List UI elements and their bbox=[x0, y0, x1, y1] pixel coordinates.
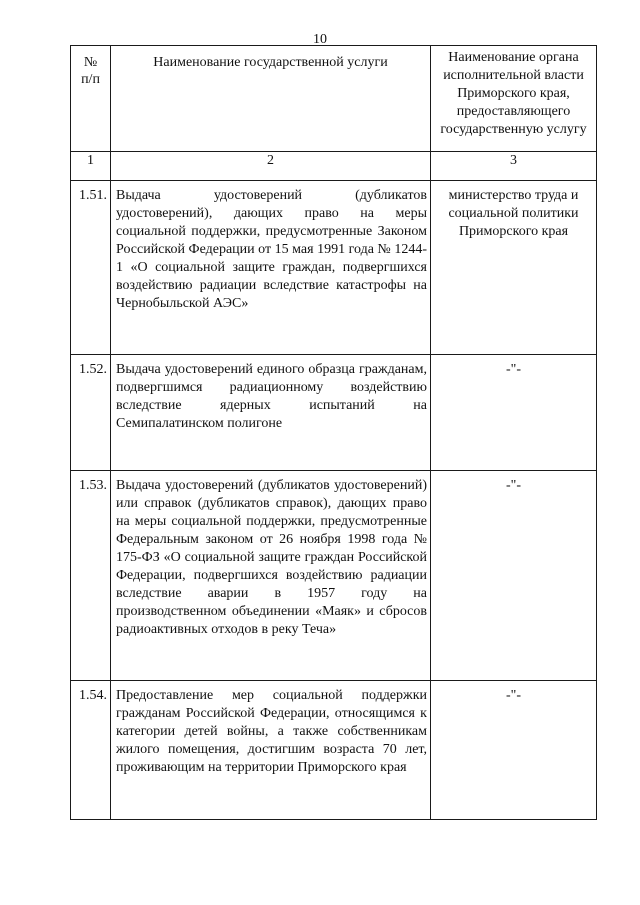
row-number: 1.53. bbox=[71, 471, 111, 681]
table-header-row bbox=[71, 46, 597, 152]
authority-name: министерство труда и социальной политики Приморского края bbox=[431, 181, 597, 355]
header-service-name bbox=[111, 46, 431, 152]
service-name: Выдача удостоверений (дубликатов удостоверений), дающих право на меры социальной поддержки, предусмотренные Законом Российской Федерации от 15 мая 1991 года № 1244-1 «О социальной защите граждан, подвергшихся воздействию радиации вследствие катастрофы на Чернобыльской АЭС» bbox=[111, 181, 431, 355]
column-index-1: 1 bbox=[71, 152, 111, 181]
header-authority-label: Наименование органа исполнительной власти Приморского края, предоставляющего государственную услугу bbox=[440, 50, 587, 137]
page-number: 10 bbox=[313, 32, 327, 47]
row-number: 1.52. bbox=[71, 355, 111, 471]
service-name: Выдача удостоверений (дубликатов удостоверений) или справок (дубликатов справок), дающих право на меры социальной поддержки, предусмотренные Федеральным законом от 26 ноября 1998 года № 175-ФЗ «О социальной защите граждан Российской Федерации, подвергшихся воздействию радиации вследствие аварии в 1957 году на производственном объединении «Маяк» и сбросов радиоактивных отходов в реку Теча» bbox=[111, 471, 431, 681]
header-number bbox=[71, 46, 111, 152]
header-service-name-label: Наименование государственной услуги bbox=[153, 55, 388, 70]
services-table bbox=[70, 45, 597, 820]
header-authority bbox=[431, 46, 597, 152]
column-index-2: 2 bbox=[111, 152, 431, 181]
table-row bbox=[71, 681, 597, 820]
row-number: 1.51. bbox=[71, 181, 111, 355]
header-number-label: № п/п bbox=[81, 55, 100, 87]
row-number: 1.54. bbox=[71, 681, 111, 820]
table-row bbox=[71, 355, 597, 471]
service-name: Предоставление мер социальной поддержки гражданам Российской Федерации, относящимся к категории детей войны, а также собственникам жилого помещения, достигшим возраста 70 лет, проживающим на территории Приморского края bbox=[111, 681, 431, 820]
authority-ditto: -"- bbox=[431, 471, 597, 681]
authority-ditto: -"- bbox=[431, 355, 597, 471]
table-row bbox=[71, 471, 597, 681]
authority-ditto: -"- bbox=[431, 681, 597, 820]
service-name: Выдача удостоверений единого образца гражданам, подвергшимся радиационному воздействию вследствие ядерных испытаний на Семипалатинском полигоне bbox=[111, 355, 431, 471]
column-index-row bbox=[71, 152, 597, 181]
table-row bbox=[71, 181, 597, 355]
column-index-3: 3 bbox=[431, 152, 597, 181]
